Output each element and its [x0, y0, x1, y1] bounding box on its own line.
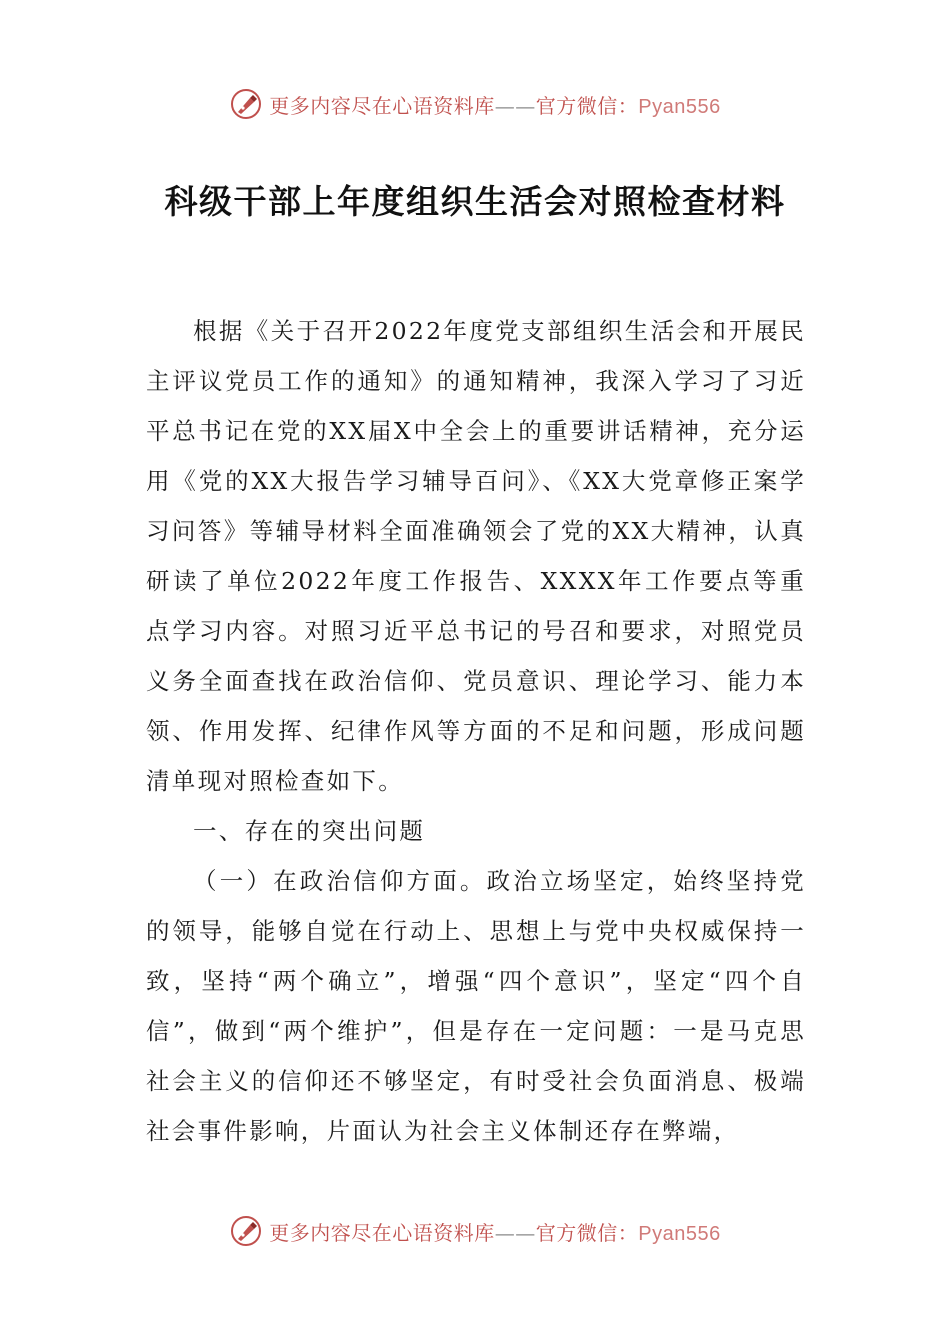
- watermark-text: [269, 1217, 720, 1246]
- watermark-label: 官方微信：: [535, 93, 639, 118]
- watermark-banner-bottom: [0, 1211, 950, 1251]
- watermark-separator: ——: [494, 93, 536, 118]
- body-paragraph-intro: 根据《关于召开2022年度党支部组织生活会和开展民主评议党员工作的通知》的通知精神，我深入学习了习近平总书记在党的XX届X中全会上的重要讲话精神，充分运用《党的XX大报告学习辅导百问》、《XX大党章修正案学习问答》等辅导材料全面准确领会了党的XX大精神，认真研读了单位2022年度工作报告、XXXX年工作要点等重点学习内容。对照习近平总书记的号召和要求，对照党员义务全面查找在政治信仰、党员意识、理论学习、能力本领、作用发挥、纪律作风等方面的不足和问题，形成问题清单现对照检查如下。: [146, 317, 806, 795]
- section-heading: 一、存在的突出问题: [193, 817, 426, 845]
- pen-nib-icon: [229, 1214, 263, 1248]
- watermark-label: 官方微信：: [535, 1220, 639, 1245]
- watermark-separator: ——: [494, 1220, 536, 1245]
- watermark-banner-top: [0, 84, 950, 124]
- body-paragraph-political-belief: （一）在政治信仰方面。政治立场坚定，始终坚持党的领导，能够自觉在行动上、思想上与党中央权威保持一致，坚持“两个确立”，增强“四个意识”，坚定“四个自信”，做到“两个维护”，但是存在一定问题：一是马克思社会主义的信仰还不够坚定，有时受社会负面消息、极端社会事件影响，片面认为社会主义体制还存在弊端，: [146, 867, 806, 1145]
- watermark-handle: Pyan556: [638, 1222, 721, 1245]
- document-body: [146, 306, 806, 1156]
- document-title: 科级干部上年度组织生活会对照检查材料: [164, 182, 786, 221]
- watermark-handle: Pyan556: [638, 95, 721, 118]
- watermark-site-text: 更多内容尽在心语资料库: [269, 93, 495, 118]
- watermark-text: [269, 90, 720, 119]
- watermark-site-text: 更多内容尽在心语资料库: [269, 1220, 495, 1245]
- pen-nib-icon: [229, 87, 263, 121]
